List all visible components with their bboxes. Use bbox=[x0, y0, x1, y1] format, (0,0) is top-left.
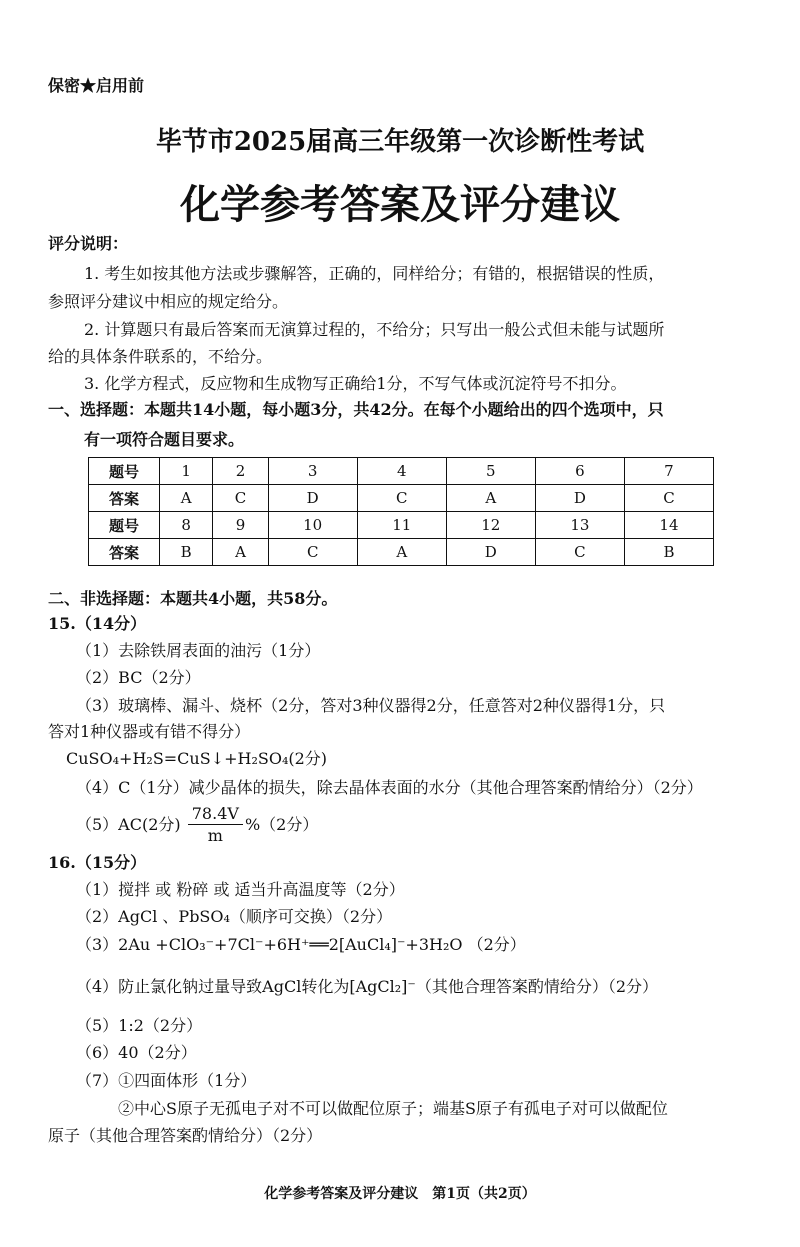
table-cell: 3 bbox=[268, 458, 357, 485]
table-cell: 7 bbox=[624, 458, 713, 485]
table-cell: A bbox=[160, 485, 213, 512]
table-cell: 11 bbox=[357, 512, 446, 539]
row-label: 答案 bbox=[89, 539, 160, 566]
q16-answer-5: （5）1:2（2分） bbox=[76, 1016, 203, 1035]
confidential-label: 保密★启用前 bbox=[48, 76, 145, 95]
table-row bbox=[89, 485, 714, 512]
table-cell: C bbox=[268, 539, 357, 566]
row-label: 答案 bbox=[89, 485, 160, 512]
table-cell: 1 bbox=[160, 458, 213, 485]
table-cell: A bbox=[213, 539, 268, 566]
q16-answer-3: （3）2Au +ClO₃⁻+7Cl⁻+6H⁺══2[AuCl₄]⁻+3H₂O （2分） bbox=[76, 935, 526, 954]
fraction bbox=[188, 804, 243, 847]
note-2-cont: 给的具体条件联系的，不给分。 bbox=[48, 347, 273, 366]
table-cell: 10 bbox=[268, 512, 357, 539]
note-2: 2. 计算题只有最后答案而无演算过程的，不给分；只写出一般公式但未能与试题所 bbox=[84, 320, 665, 339]
q16-answer-6: （6）40（2分） bbox=[76, 1043, 197, 1062]
page-footer: 化学参考答案及评分建议 第1页（共2页） bbox=[264, 1186, 536, 1202]
table-cell: A bbox=[357, 539, 446, 566]
q15-answer-5-suffix: %（2分） bbox=[244, 815, 319, 834]
table-cell: 5 bbox=[446, 458, 535, 485]
q16-answer-7-1: （7）①四面体形（1分） bbox=[76, 1071, 257, 1090]
q16-answer-1: （1）搅拌 或 粉碎 或 适当升高温度等（2分） bbox=[76, 880, 405, 899]
row-label: 题号 bbox=[89, 458, 160, 485]
q15-title: 15.（14分） bbox=[48, 614, 147, 633]
note-1: 1. 考生如按其他方法或步骤解答，正确的，同样给分；有错的，根据错误的性质， bbox=[84, 264, 665, 283]
q15-answer-5 bbox=[76, 802, 318, 848]
q16-answer-7-2: ②中心S原子无孤电子对不可以做配位原子；端基S原子有孤电子对可以做配位 bbox=[118, 1099, 668, 1118]
fraction-denominator: m bbox=[207, 826, 223, 845]
fraction-numerator: 78.4V bbox=[188, 804, 243, 825]
q16-answer-4: （4）防止氯化钠过量导致AgCl转化为[AgCl₂]⁻（其他合理答案酌情给分）（2分） bbox=[76, 977, 659, 996]
table-cell: C bbox=[213, 485, 268, 512]
table-cell: 4 bbox=[357, 458, 446, 485]
table-cell: B bbox=[160, 539, 213, 566]
q15-answer-3-cont: 答对1种仪器或有错不得分） bbox=[48, 722, 251, 741]
q15-answer-2: （2）BC（2分） bbox=[76, 668, 201, 687]
table-cell: 13 bbox=[535, 512, 624, 539]
table-cell: B bbox=[624, 539, 713, 566]
exam-title: 毕节市2025届高三年级第一次诊断性考试 bbox=[155, 127, 645, 157]
section2-heading: 二、非选择题：本题共4小题，共58分。 bbox=[48, 589, 338, 608]
q16-answer-2: （2）AgCl 、PbSO₄（顺序可交换）（2分） bbox=[76, 907, 393, 926]
document-title: 化学参考答案及评分建议 bbox=[180, 181, 620, 228]
table-cell: C bbox=[624, 485, 713, 512]
table-cell: 2 bbox=[213, 458, 268, 485]
row-label: 题号 bbox=[89, 512, 160, 539]
table-cell: C bbox=[535, 539, 624, 566]
table-cell: C bbox=[357, 485, 446, 512]
table-cell: D bbox=[535, 485, 624, 512]
table-row bbox=[89, 512, 714, 539]
table-row bbox=[89, 539, 714, 566]
q15-answer-4: （4）C（1分）减少晶体的损失，除去晶体表面的水分（其他合理答案酌情给分）（2分） bbox=[76, 778, 703, 797]
answer-table bbox=[88, 457, 714, 566]
q15-answer-3: （3）玻璃棒、漏斗、烧杯（2分，答对3种仪器得2分，任意答对2种仪器得1分，只 bbox=[76, 696, 666, 715]
table-cell: 9 bbox=[213, 512, 268, 539]
q15-answer-1: （1）去除铁屑表面的油污（1分） bbox=[76, 641, 321, 660]
section1-heading: 一、选择题：本题共14小题，每小题3分，共42分。在每个小题给出的四个选项中，只 bbox=[48, 400, 664, 419]
notes-heading: 评分说明： bbox=[48, 234, 129, 253]
q15-equation: CuSO₄+H₂S=CuS↓+H₂SO₄(2分) bbox=[66, 749, 328, 768]
table-cell: A bbox=[446, 485, 535, 512]
note-3: 3. 化学方程式，反应物和生成物写正确给1分，不写气体或沉淀符号不扣分。 bbox=[84, 374, 627, 393]
table-cell: 6 bbox=[535, 458, 624, 485]
q16-answer-7-2-cont: 原子（其他合理答案酌情给分）（2分） bbox=[48, 1126, 323, 1145]
table-row bbox=[89, 458, 714, 485]
section1-heading-cont: 有一项符合题目要求。 bbox=[84, 430, 245, 449]
note-1-cont: 参照评分建议中相应的规定给分。 bbox=[48, 292, 289, 311]
table-cell: 8 bbox=[160, 512, 213, 539]
q16-title: 16.（15分） bbox=[48, 853, 147, 872]
table-cell: 12 bbox=[446, 512, 535, 539]
table-cell: D bbox=[268, 485, 357, 512]
table-cell: D bbox=[446, 539, 535, 566]
q15-answer-5-prefix: （5）AC(2分) bbox=[76, 815, 181, 834]
table-cell: 14 bbox=[624, 512, 713, 539]
